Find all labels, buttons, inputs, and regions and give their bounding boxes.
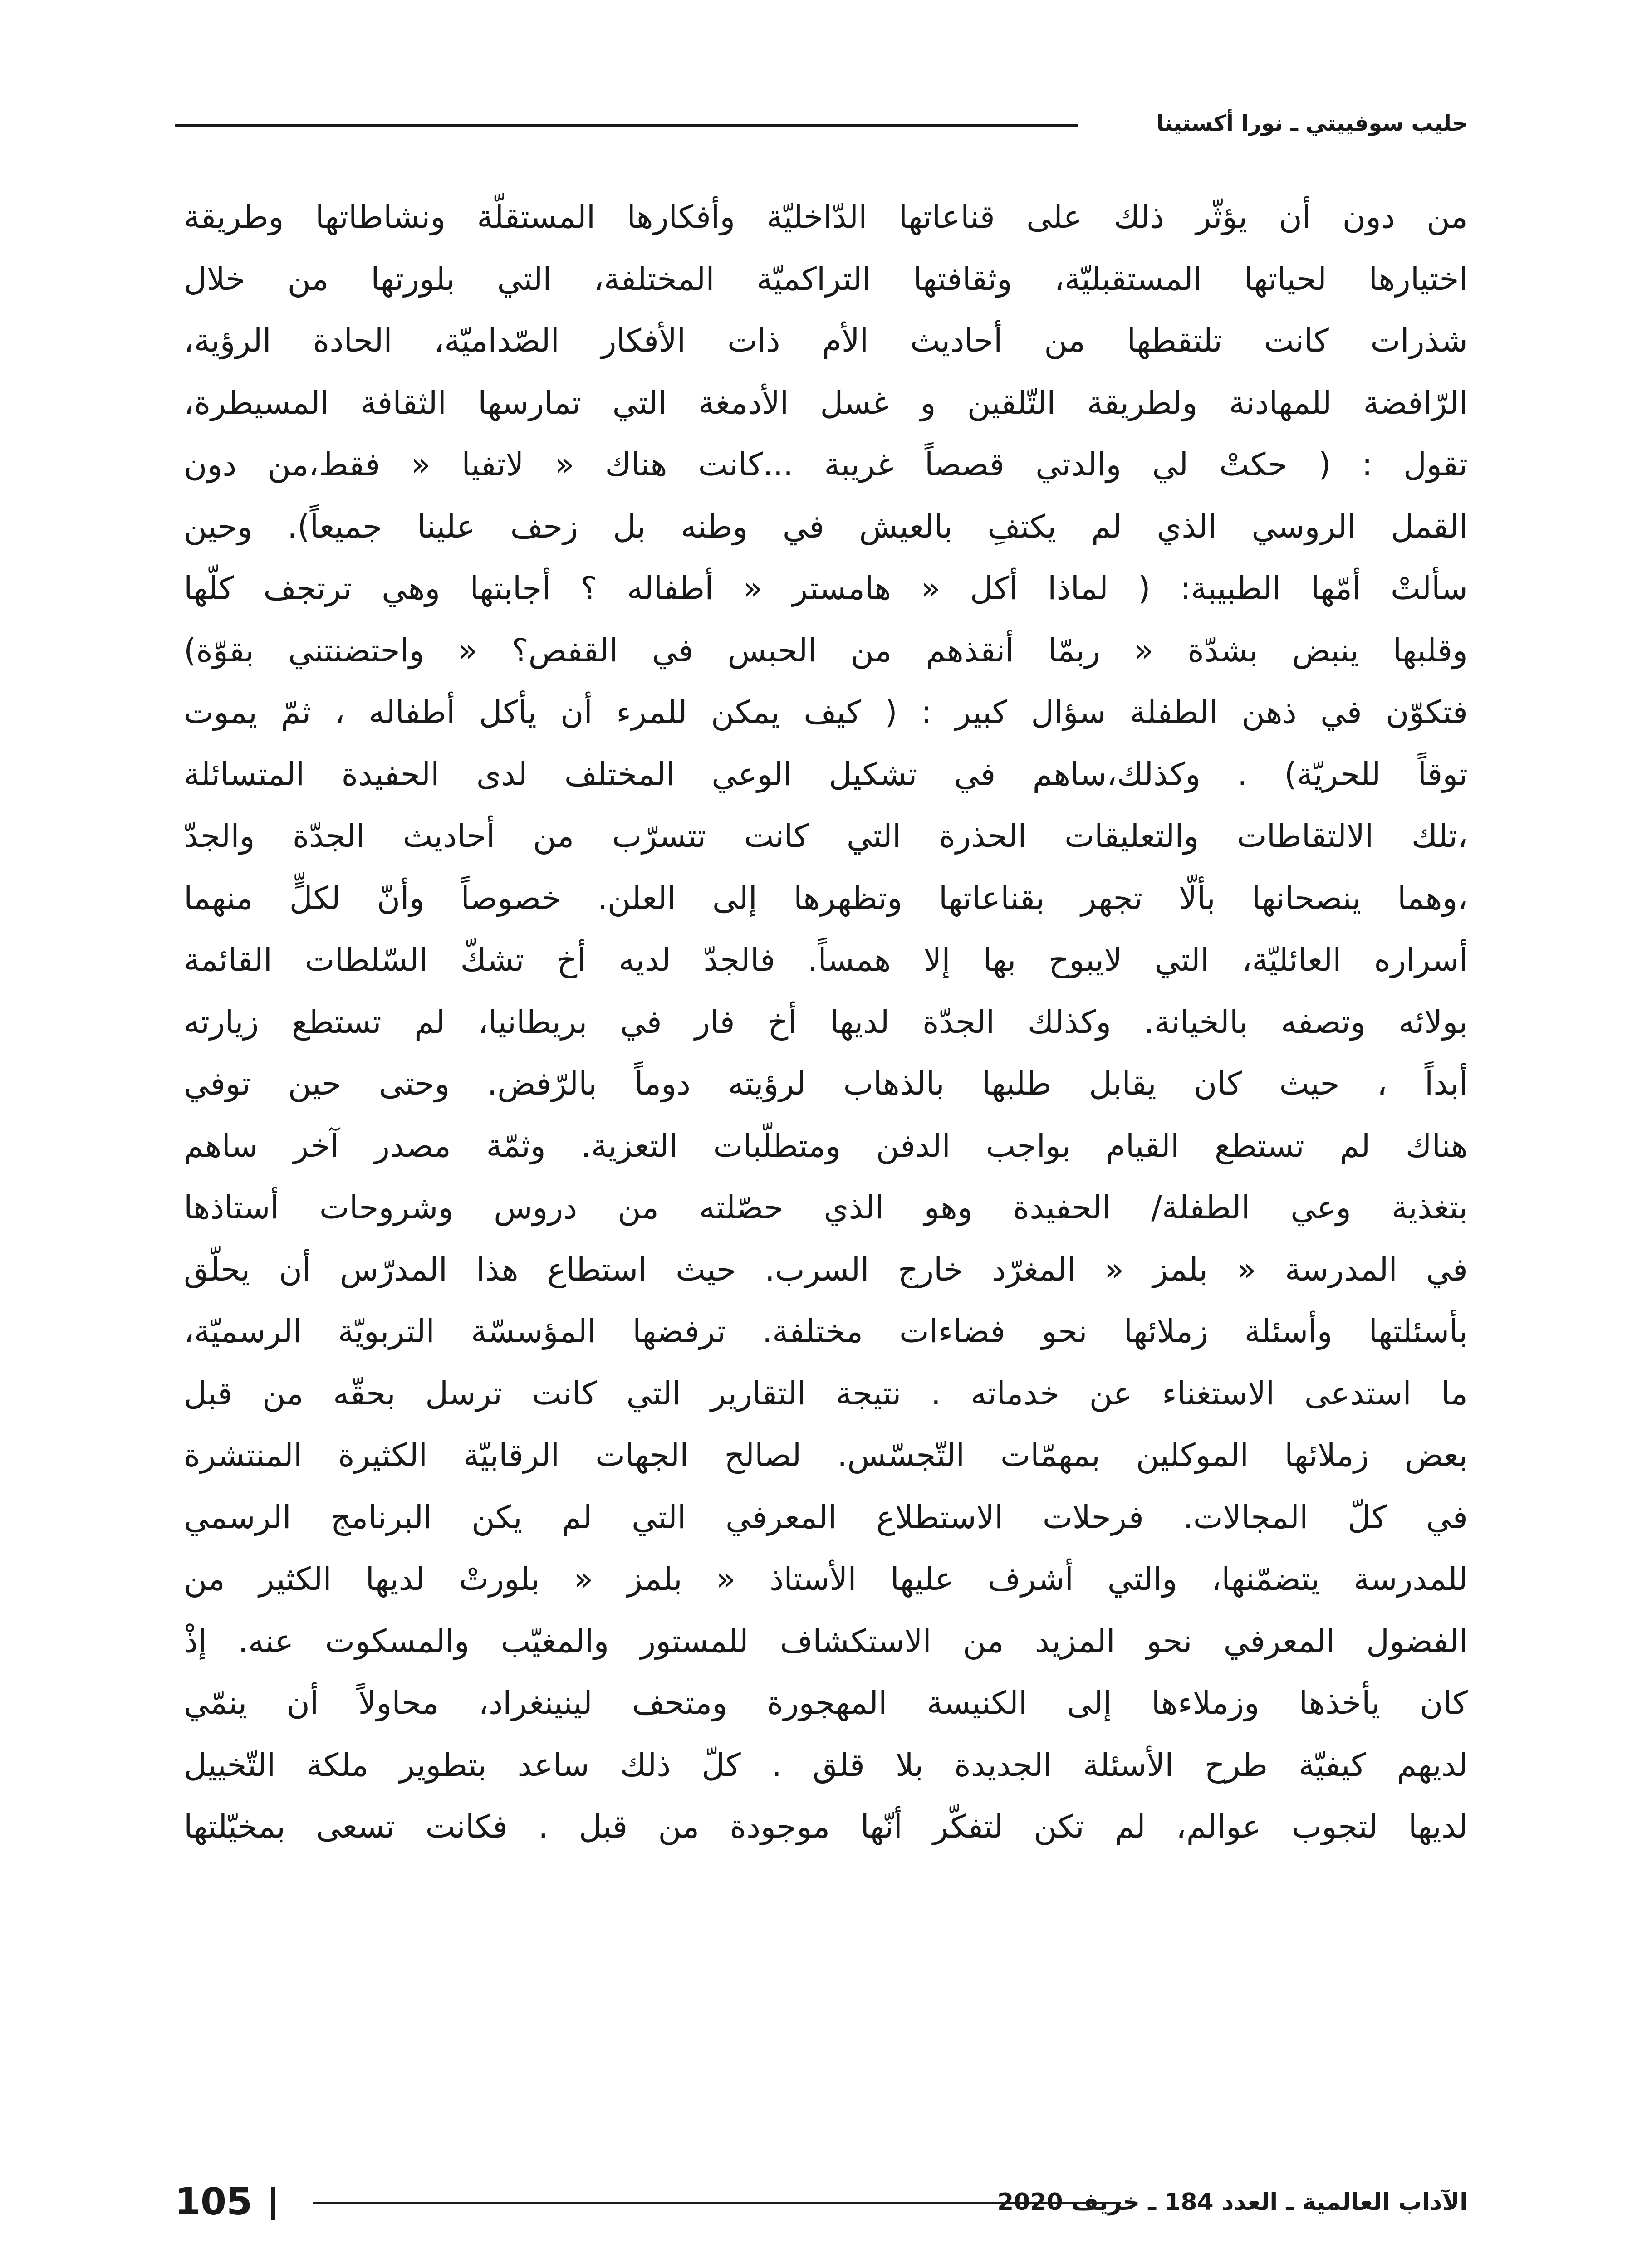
body-text xyxy=(184,186,1468,1858)
text-line: لديهم كيفيّة طرح الأسئلة الجديدة بلا قلق . كلّ ذلك ساعد بتطوير ملكة التّخييل xyxy=(184,1746,1468,1784)
text-line: من دون أن يؤثّر ذلك على قناعاتها الدّاخليّة وأفكارها المستقلّة ونشاطاتها وطريقة xyxy=(184,198,1468,235)
text-line: أسراره العائليّة، التي لايبوح بها إلا همساً. فالجدّ لديه أخ تشكّ السّلطات القائمة xyxy=(184,941,1468,978)
text-line: الفضول المعرفي نحو المزيد من الاستكشاف للمستور والمغيّب والمسكوت عنه. إذْ xyxy=(184,1622,1468,1660)
header-rule xyxy=(175,124,1078,127)
text-line: تقول : ( حكتْ لي والدتي قصصاً غريبة ...كانت هناك « لاتفيا « فقط،من دون xyxy=(184,446,1468,483)
text-line: للمدرسة يتضمّنها، والتي أشرف عليها الأستاذ « بلمز « بلورتْ لديها الكثير من xyxy=(184,1560,1468,1598)
text-line: الرّافضة للمهادنة ولطريقة التّلقين و غسل الأدمغة التي تمارسها الثقافة المسيطرة، xyxy=(184,384,1468,421)
text-line: لديها لتجوب عوالم، لم تكن لتفكّر أنّها موجودة من قبل . فكانت تسعى بمخيّلتها xyxy=(184,1808,1468,1845)
text-line: ،تلك الالتقاطات والتعليقات الحذرة التي كانت تتسرّب من أحاديث الجدّة والجدّ xyxy=(184,817,1468,855)
text-line: كان يأخذها وزملاءها إلى الكنيسة المهجورة ومتحف لينينغراد، محاولاً أن ينمّي xyxy=(184,1684,1468,1721)
text-line: أبداً ، حيث كان يقابل طلبها بالذهاب لرؤيته دوماً بالرّفض. وحتى حين توفي xyxy=(184,1065,1468,1102)
page-footer xyxy=(175,2177,1468,2227)
text-line: سألتْ أمّها الطبيبة: ( لماذا أكل « هامستر « أطفاله ؟ أجابتها وهي ترتجف كلّها xyxy=(184,570,1468,607)
text-line: بعض زملائها الموكلين بمهمّات التّجسّس. لصالح الجهات الرقابيّة الكثيرة المنتشرة xyxy=(184,1437,1468,1474)
text-line: بولائه وتصفه بالخيانة. وكذلك الجدّة لديها أخ فار في بريطانيا، لم تستطع زيارته xyxy=(184,1003,1468,1041)
text-line: بتغذية وعي الطفلة/ الحفيدة وهو الذي حصّلته من دروس وشروحات أستاذها xyxy=(184,1189,1468,1226)
text-line: فتكوّن في ذهن الطفلة سؤال كبير : ( كيف يمكن للمرء أن يأكل أطفاله ، ثمّ يموت xyxy=(184,694,1468,731)
running-header xyxy=(175,105,1468,142)
text-line: في كلّ المجالات. فرحلات الاستطلاع المعرفي التي لم يكن البرنامج الرسمي xyxy=(184,1498,1468,1536)
page-number-separator xyxy=(271,2187,275,2220)
text-line: هناك لم تستطع القيام بواجب الدفن ومتطلّبات التعزية. وثمّة مصدر آخر ساهم xyxy=(184,1127,1468,1164)
text-line: شذرات كانت تلتقطها من أحاديث الأم ذات الأفكار الصّداميّة، الحادة الرؤية، xyxy=(184,322,1468,359)
text-line: في المدرسة « بلمز « المغرّد خارج السرب. حيث استطاع هذا المدرّس أن يحلّق xyxy=(184,1251,1468,1288)
journal-issue: الآداب العالمية ـ العدد 184 ـ خريف 2020 xyxy=(997,2189,1468,2216)
text-line: وقلبها ينبض بشدّة « ربمّا أنقذهم من الحبس في القفص؟ « واحتضنتني بقوّة) xyxy=(184,631,1468,669)
text-line: ،وهما ينصحانها بألّا تجهر بقناعاتها وتظهرها إلى العلن. خصوصاً وأنّ لكلٍّ منهما xyxy=(184,879,1468,917)
page-number: 105 xyxy=(175,2180,253,2224)
running-header-title: حليب سوفييتي ـ نورا أكستينا xyxy=(1156,111,1468,136)
text-line: القمل الروسي الذي لم يكتفِ بالعيش في وطنه بل زحف علينا جميعاً). وحين xyxy=(184,508,1468,545)
text-line: ما استدعى الاستغناء عن خدماته . نتيجة التقارير التي كانت ترسل بحقّه من قبل xyxy=(184,1374,1468,1412)
text-line: توقاً للحريّة) . وكذلك،ساهم في تشكيل الوعي المختلف لدى الحفيدة المتسائلة xyxy=(184,755,1468,793)
text-line: بأسئلتها وأسئلة زملائها نحو فضاءات مختلفة. ترفضها المؤسسّة التربويّة الرسميّة، xyxy=(184,1313,1468,1350)
text-line: اختيارها لحياتها المستقبليّة، وثقافتها التراكميّة المختلفة، التي بلورتها من خلال xyxy=(184,260,1468,298)
